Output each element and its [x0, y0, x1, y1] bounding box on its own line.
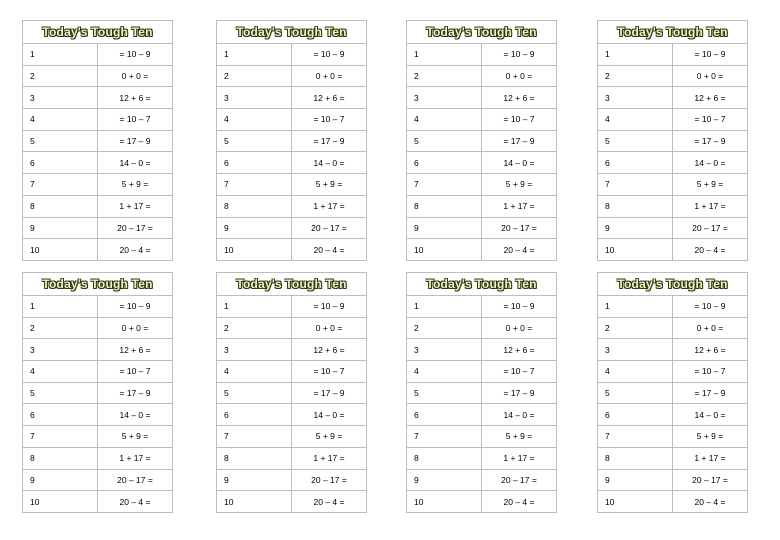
question-number: 1: [217, 44, 292, 66]
question-row: [407, 296, 557, 318]
card-title-row: [23, 273, 173, 296]
question-number: 2: [598, 65, 673, 87]
question-row: [598, 174, 748, 196]
question-text: 0 + 0 =: [292, 65, 367, 87]
question-number: 4: [23, 109, 98, 131]
question-text: = 10 – 9: [673, 44, 748, 66]
question-text: 20 – 4 =: [482, 239, 557, 261]
question-row: [598, 239, 748, 261]
question-row: [217, 130, 367, 152]
question-text: 20 – 4 =: [482, 491, 557, 513]
question-row: [407, 404, 557, 426]
question-text: 1 + 17 =: [98, 447, 173, 469]
question-row: [598, 339, 748, 361]
question-text: 1 + 17 =: [482, 195, 557, 217]
question-text: 12 + 6 =: [482, 87, 557, 109]
question-number: 5: [407, 130, 482, 152]
question-row: [598, 469, 748, 491]
question-number: 8: [23, 195, 98, 217]
question-row: [23, 382, 173, 404]
question-text: 12 + 6 =: [673, 339, 748, 361]
question-text: 0 + 0 =: [482, 317, 557, 339]
question-text: = 10 – 9: [292, 44, 367, 66]
question-text: = 10 – 7: [292, 361, 367, 383]
question-row: [23, 469, 173, 491]
question-row: [598, 361, 748, 383]
question-text: 12 + 6 =: [98, 339, 173, 361]
question-row: [23, 404, 173, 426]
question-number: 10: [23, 491, 98, 513]
question-row: [407, 195, 557, 217]
question-text: 5 + 9 =: [482, 174, 557, 196]
question-number: 7: [217, 174, 292, 196]
question-number: 1: [598, 44, 673, 66]
question-number: 8: [598, 195, 673, 217]
question-text: 1 + 17 =: [292, 195, 367, 217]
question-text: 14 – 0 =: [292, 152, 367, 174]
question-text: 0 + 0 =: [673, 317, 748, 339]
tough-ten-card: [22, 272, 173, 513]
question-number: 9: [598, 217, 673, 239]
question-row: [217, 361, 367, 383]
question-number: 9: [23, 469, 98, 491]
question-number: 4: [407, 109, 482, 131]
question-number: 2: [407, 317, 482, 339]
question-text: 5 + 9 =: [673, 174, 748, 196]
question-text: 20 – 17 =: [98, 469, 173, 491]
question-number: 6: [217, 152, 292, 174]
question-row: [217, 217, 367, 239]
card-title-row: [217, 21, 367, 44]
question-text: 0 + 0 =: [482, 65, 557, 87]
card-title: Today's Tough Ten: [407, 273, 557, 296]
question-row: [217, 491, 367, 513]
question-row: [23, 109, 173, 131]
question-number: 3: [407, 87, 482, 109]
card-title: Today's Tough Ten: [217, 21, 367, 44]
question-text: 20 – 17 =: [482, 469, 557, 491]
question-text: 20 – 17 =: [673, 217, 748, 239]
question-row: [598, 130, 748, 152]
question-number: 4: [217, 109, 292, 131]
question-number: 1: [407, 44, 482, 66]
question-text: = 10 – 7: [292, 109, 367, 131]
question-number: 3: [217, 339, 292, 361]
question-number: 5: [407, 382, 482, 404]
tough-ten-card: [597, 272, 748, 513]
card-title-row: [598, 273, 748, 296]
question-row: [407, 491, 557, 513]
question-number: 4: [23, 361, 98, 383]
question-row: [598, 296, 748, 318]
question-row: [407, 87, 557, 109]
question-number: 7: [598, 426, 673, 448]
question-number: 6: [23, 404, 98, 426]
question-number: 2: [23, 317, 98, 339]
question-number: 10: [598, 239, 673, 261]
question-text: = 10 – 7: [482, 361, 557, 383]
question-text: 20 – 4 =: [673, 239, 748, 261]
question-row: [407, 44, 557, 66]
question-number: 6: [407, 152, 482, 174]
question-text: = 17 – 9: [673, 130, 748, 152]
tough-ten-card: [216, 272, 367, 513]
question-text: = 10 – 7: [673, 109, 748, 131]
question-number: 8: [598, 447, 673, 469]
question-row: [23, 426, 173, 448]
question-number: 8: [23, 447, 98, 469]
question-number: 4: [598, 361, 673, 383]
question-row: [598, 44, 748, 66]
question-row: [217, 195, 367, 217]
question-row: [598, 317, 748, 339]
question-row: [598, 404, 748, 426]
question-row: [23, 296, 173, 318]
question-number: 4: [407, 361, 482, 383]
question-number: 2: [23, 65, 98, 87]
question-number: 1: [23, 296, 98, 318]
question-number: 5: [598, 382, 673, 404]
question-text: 20 – 17 =: [292, 217, 367, 239]
tough-ten-card: [406, 20, 557, 261]
card-title: Today's Tough Ten: [217, 273, 367, 296]
question-text: 0 + 0 =: [292, 317, 367, 339]
question-text: = 17 – 9: [482, 382, 557, 404]
question-text: 14 – 0 =: [292, 404, 367, 426]
question-row: [23, 152, 173, 174]
question-number: 3: [217, 87, 292, 109]
question-text: 1 + 17 =: [98, 195, 173, 217]
question-text: 5 + 9 =: [673, 426, 748, 448]
question-text: = 10 – 9: [98, 296, 173, 318]
question-number: 6: [217, 404, 292, 426]
question-row: [407, 130, 557, 152]
question-row: [217, 44, 367, 66]
question-number: 6: [598, 152, 673, 174]
question-text: 12 + 6 =: [98, 87, 173, 109]
question-text: 12 + 6 =: [292, 87, 367, 109]
question-number: 9: [217, 217, 292, 239]
question-number: 7: [217, 426, 292, 448]
question-row: [23, 130, 173, 152]
question-row: [217, 447, 367, 469]
question-row: [23, 447, 173, 469]
question-text: = 10 – 7: [673, 361, 748, 383]
question-number: 10: [217, 239, 292, 261]
question-number: 10: [598, 491, 673, 513]
question-row: [23, 361, 173, 383]
question-row: [217, 296, 367, 318]
question-text: 20 – 17 =: [482, 217, 557, 239]
question-text: 12 + 6 =: [482, 339, 557, 361]
question-text: 5 + 9 =: [292, 174, 367, 196]
question-row: [217, 109, 367, 131]
card-title: Today's Tough Ten: [407, 21, 557, 44]
question-text: 14 – 0 =: [482, 404, 557, 426]
card-title-row: [23, 21, 173, 44]
question-row: [217, 87, 367, 109]
question-number: 1: [407, 296, 482, 318]
question-number: 3: [23, 87, 98, 109]
question-number: 10: [217, 491, 292, 513]
card-title: Today's Tough Ten: [23, 21, 173, 44]
question-text: 14 – 0 =: [98, 152, 173, 174]
question-text: 14 – 0 =: [98, 404, 173, 426]
question-text: = 17 – 9: [673, 382, 748, 404]
question-text: = 10 – 9: [482, 296, 557, 318]
question-number: 9: [23, 217, 98, 239]
question-number: 9: [598, 469, 673, 491]
question-text: 20 – 4 =: [673, 491, 748, 513]
card-title-row: [407, 21, 557, 44]
question-row: [217, 239, 367, 261]
question-text: = 10 – 9: [292, 296, 367, 318]
question-row: [23, 317, 173, 339]
question-text: 1 + 17 =: [292, 447, 367, 469]
question-row: [407, 361, 557, 383]
card-title-row: [407, 273, 557, 296]
question-number: 2: [217, 317, 292, 339]
question-text: 0 + 0 =: [98, 317, 173, 339]
question-row: [217, 152, 367, 174]
question-row: [598, 217, 748, 239]
question-text: = 17 – 9: [482, 130, 557, 152]
question-text: 5 + 9 =: [292, 426, 367, 448]
question-row: [407, 339, 557, 361]
question-row: [598, 382, 748, 404]
question-row: [407, 447, 557, 469]
question-number: 10: [23, 239, 98, 261]
question-number: 8: [407, 447, 482, 469]
question-row: [407, 469, 557, 491]
question-number: 8: [407, 195, 482, 217]
question-text: 5 + 9 =: [482, 426, 557, 448]
question-row: [598, 109, 748, 131]
question-text: 20 – 17 =: [98, 217, 173, 239]
question-row: [217, 317, 367, 339]
card-title: Today's Tough Ten: [23, 273, 173, 296]
question-number: 5: [217, 130, 292, 152]
tough-ten-card: [406, 272, 557, 513]
question-number: 4: [598, 109, 673, 131]
question-text: = 17 – 9: [292, 382, 367, 404]
question-number: 3: [23, 339, 98, 361]
tough-ten-card: [22, 20, 173, 261]
question-number: 9: [407, 217, 482, 239]
question-text: 20 – 4 =: [98, 491, 173, 513]
question-row: [217, 382, 367, 404]
question-row: [407, 109, 557, 131]
question-row: [407, 317, 557, 339]
question-text: 0 + 0 =: [98, 65, 173, 87]
question-number: 5: [23, 130, 98, 152]
question-text: = 17 – 9: [98, 130, 173, 152]
question-row: [407, 152, 557, 174]
question-row: [23, 491, 173, 513]
question-row: [598, 65, 748, 87]
question-text: 20 – 4 =: [292, 491, 367, 513]
question-number: 3: [407, 339, 482, 361]
question-text: = 10 – 7: [98, 361, 173, 383]
question-row: [407, 239, 557, 261]
question-row: [217, 339, 367, 361]
question-row: [23, 65, 173, 87]
question-text: = 10 – 9: [482, 44, 557, 66]
question-row: [23, 174, 173, 196]
question-number: 8: [217, 195, 292, 217]
question-row: [217, 65, 367, 87]
card-title-row: [598, 21, 748, 44]
question-row: [407, 382, 557, 404]
question-text: 20 – 17 =: [673, 469, 748, 491]
question-number: 3: [598, 87, 673, 109]
question-text: = 10 – 9: [673, 296, 748, 318]
question-row: [217, 404, 367, 426]
question-number: 9: [217, 469, 292, 491]
question-row: [407, 426, 557, 448]
question-text: 14 – 0 =: [482, 152, 557, 174]
card-title: Today's Tough Ten: [598, 21, 748, 44]
question-row: [23, 44, 173, 66]
question-row: [598, 447, 748, 469]
question-row: [23, 217, 173, 239]
question-number: 10: [407, 239, 482, 261]
question-text: 12 + 6 =: [292, 339, 367, 361]
question-text: 1 + 17 =: [673, 195, 748, 217]
question-number: 9: [407, 469, 482, 491]
question-number: 7: [23, 426, 98, 448]
question-text: 5 + 9 =: [98, 174, 173, 196]
question-row: [598, 152, 748, 174]
question-text: 1 + 17 =: [482, 447, 557, 469]
question-text: 12 + 6 =: [673, 87, 748, 109]
question-row: [23, 339, 173, 361]
card-title: Today's Tough Ten: [598, 273, 748, 296]
question-number: 1: [23, 44, 98, 66]
question-number: 6: [23, 152, 98, 174]
question-row: [23, 239, 173, 261]
question-text: = 10 – 7: [98, 109, 173, 131]
question-text: 14 – 0 =: [673, 404, 748, 426]
question-number: 2: [217, 65, 292, 87]
question-row: [407, 217, 557, 239]
question-number: 7: [407, 426, 482, 448]
question-text: = 17 – 9: [292, 130, 367, 152]
question-text: = 10 – 9: [98, 44, 173, 66]
question-row: [407, 174, 557, 196]
question-number: 2: [598, 317, 673, 339]
question-number: 1: [217, 296, 292, 318]
question-text: = 17 – 9: [98, 382, 173, 404]
question-row: [598, 87, 748, 109]
question-text: 20 – 4 =: [292, 239, 367, 261]
question-row: [23, 87, 173, 109]
question-number: 7: [407, 174, 482, 196]
question-number: 6: [598, 404, 673, 426]
question-row: [23, 195, 173, 217]
question-number: 5: [23, 382, 98, 404]
question-row: [217, 469, 367, 491]
question-row: [217, 174, 367, 196]
question-number: 5: [217, 382, 292, 404]
question-text: 1 + 17 =: [673, 447, 748, 469]
question-row: [407, 65, 557, 87]
question-row: [598, 491, 748, 513]
question-row: [598, 195, 748, 217]
question-text: 0 + 0 =: [673, 65, 748, 87]
question-number: 1: [598, 296, 673, 318]
question-number: 8: [217, 447, 292, 469]
question-row: [598, 426, 748, 448]
question-number: 6: [407, 404, 482, 426]
tough-ten-card: [216, 20, 367, 261]
question-number: 7: [598, 174, 673, 196]
question-row: [217, 426, 367, 448]
question-text: = 10 – 7: [482, 109, 557, 131]
question-text: 5 + 9 =: [98, 426, 173, 448]
question-text: 20 – 4 =: [98, 239, 173, 261]
tough-ten-card: [597, 20, 748, 261]
question-number: 5: [598, 130, 673, 152]
question-number: 3: [598, 339, 673, 361]
card-title-row: [217, 273, 367, 296]
question-text: 20 – 17 =: [292, 469, 367, 491]
question-number: 4: [217, 361, 292, 383]
question-text: 14 – 0 =: [673, 152, 748, 174]
question-number: 7: [23, 174, 98, 196]
question-number: 10: [407, 491, 482, 513]
question-number: 2: [407, 65, 482, 87]
